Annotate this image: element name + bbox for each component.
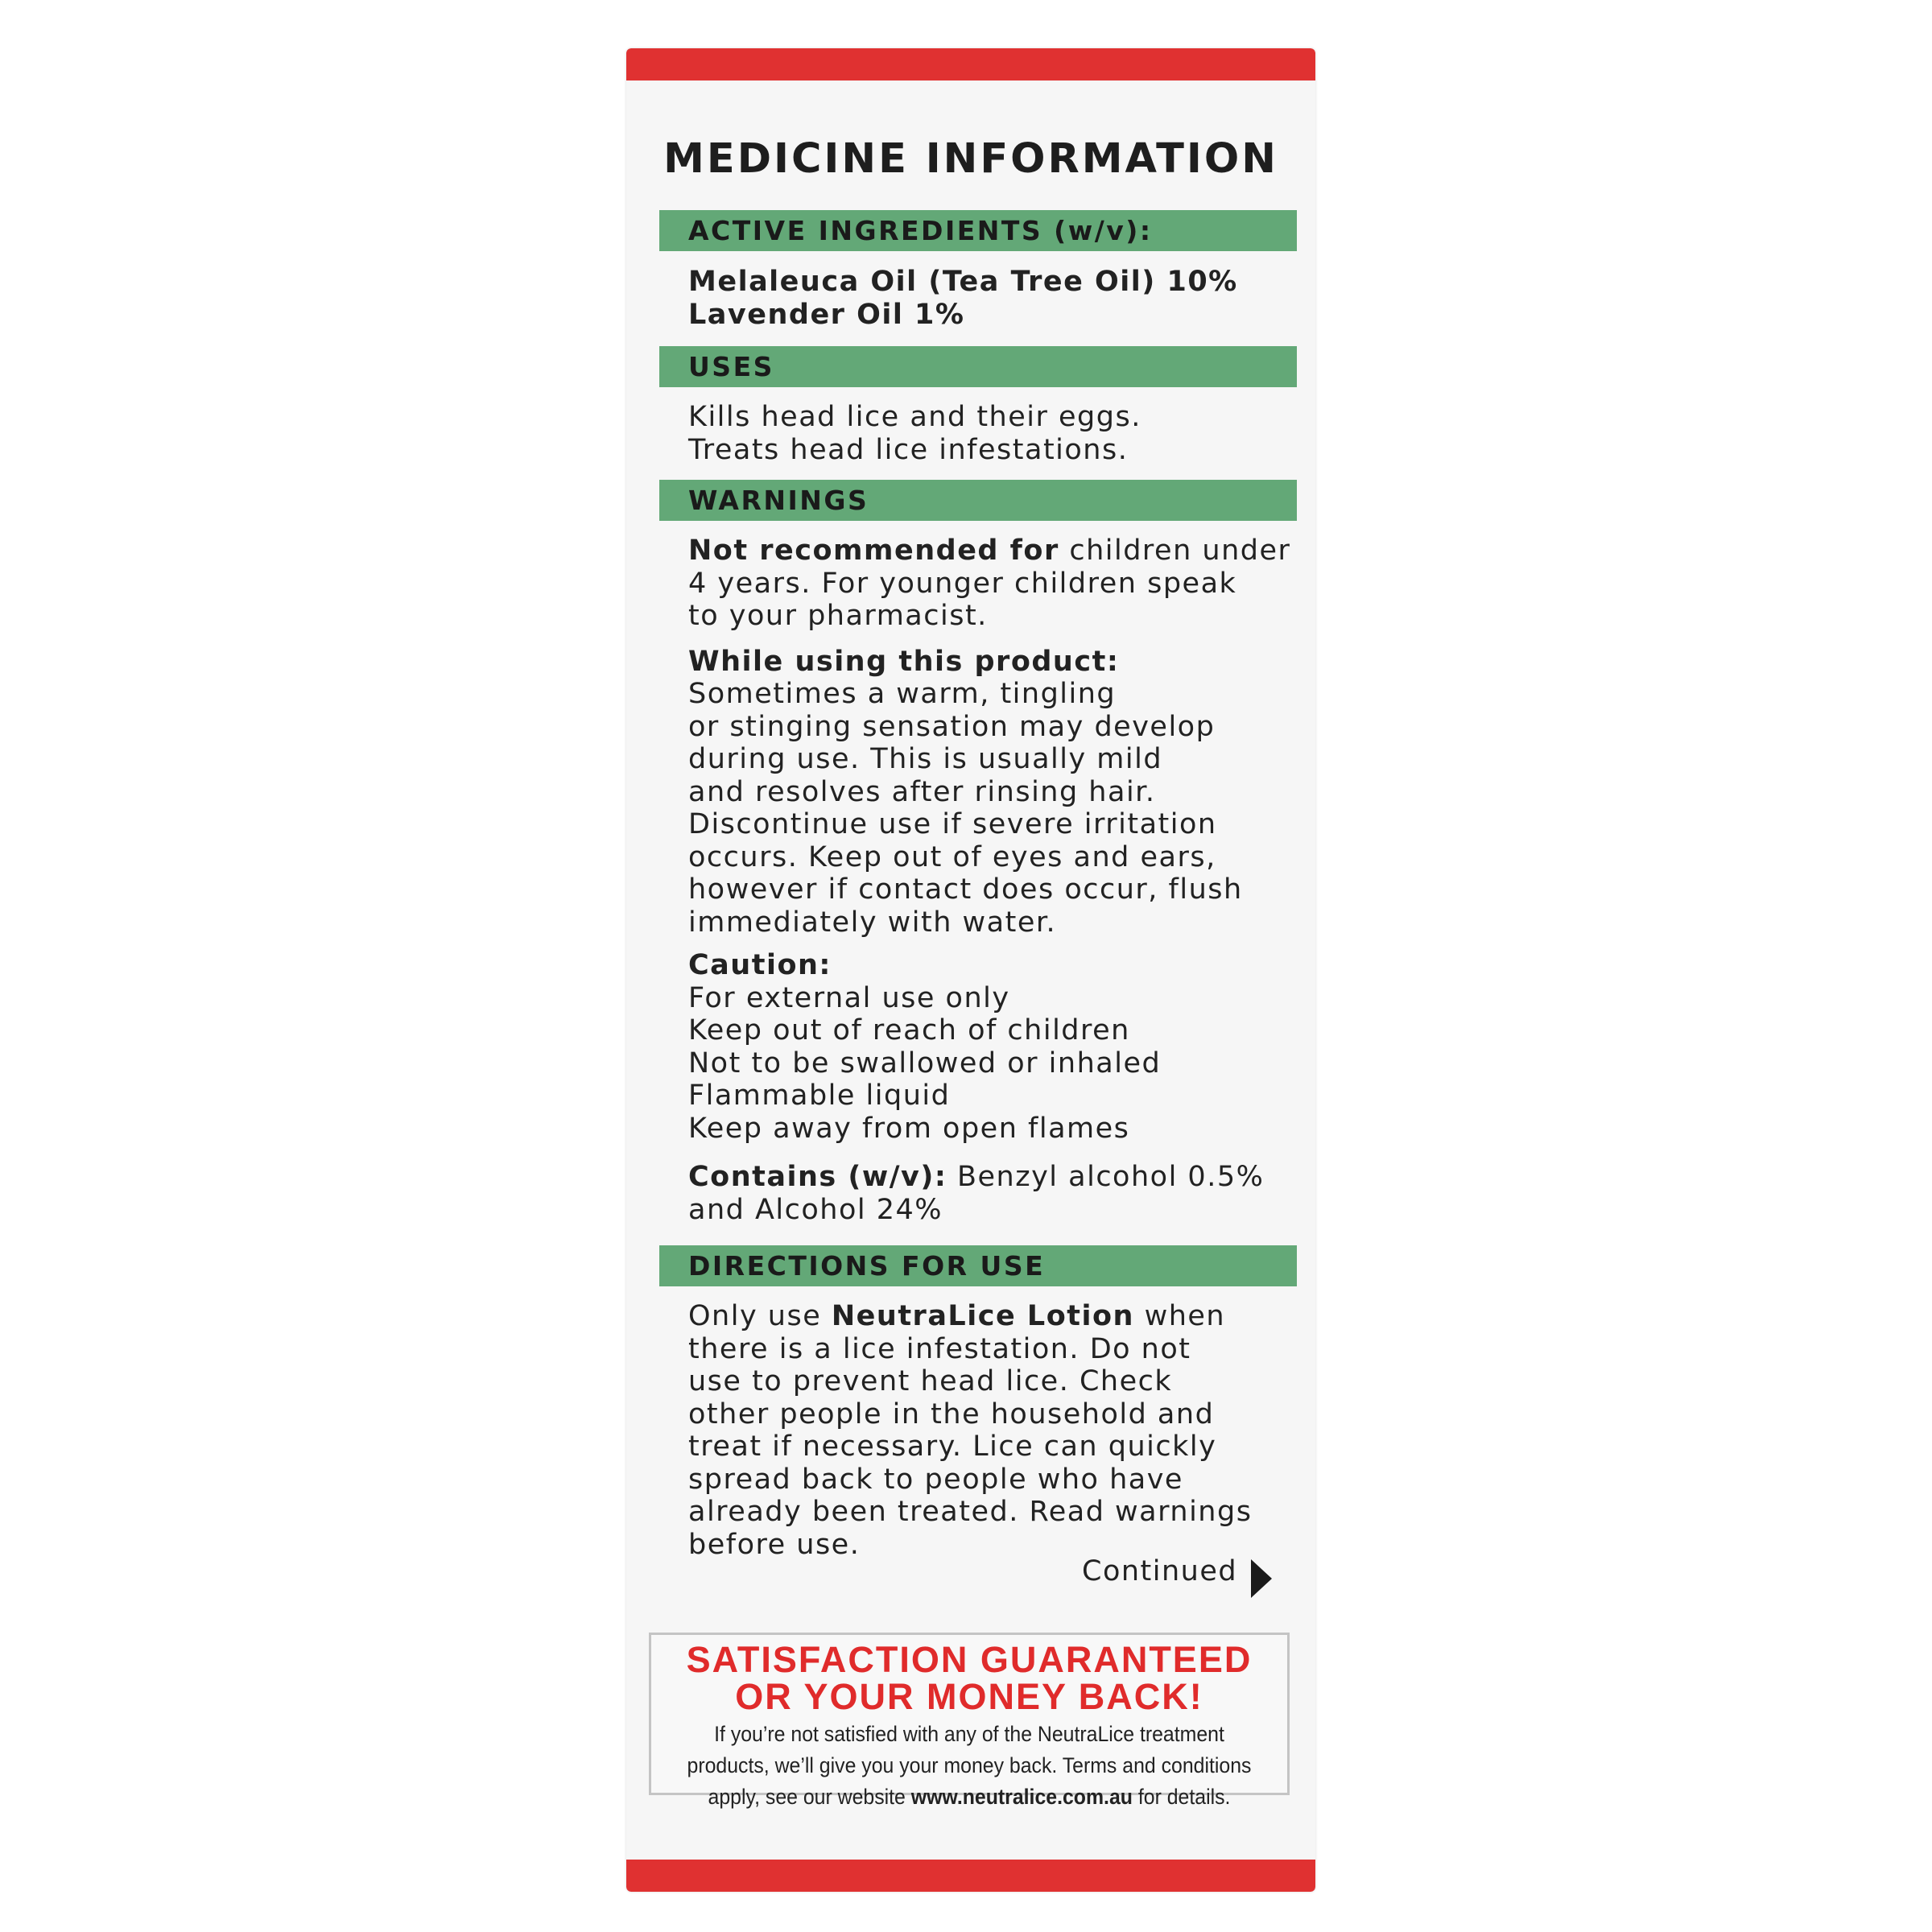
active-ingredients-list	[688, 266, 1284, 331]
not-recommended-label: Not recommended for	[688, 535, 1059, 567]
continued-arrow-icon	[1251, 1559, 1272, 1598]
warning-line: Sometimes a warm, tingling	[688, 678, 1117, 710]
guarantee-line	[677, 1781, 1262, 1813]
guarantee-line: If you’re not satisfied with any of the NeutraLice treatment	[714, 1722, 1224, 1746]
uses-header: USES	[659, 346, 1297, 387]
warning-line: during use. This is usually mild	[688, 743, 1163, 775]
warnings-header: WARNINGS	[659, 480, 1297, 521]
active-ingredients-header: ACTIVE INGREDIENTS (w/v):	[659, 210, 1297, 251]
directions-line: use to prevent head lice. Check	[688, 1365, 1173, 1397]
directions-line: already been treated. Read warnings	[688, 1496, 1253, 1528]
website-link[interactable]: www.neutralice.com.au	[910, 1785, 1133, 1809]
top-red-band	[626, 48, 1315, 80]
not-recommended-text: children under	[1059, 535, 1291, 567]
contains-text: Benzyl alcohol 0.5%	[947, 1161, 1265, 1193]
caution-line: Keep out of reach of children	[688, 1014, 1130, 1046]
not-recommended-line	[688, 535, 1291, 568]
ingredient-line: Melaleuca Oil (Tea Tree Oil) 10%	[688, 266, 1238, 298]
warning-line: to your pharmacist.	[688, 600, 988, 632]
directions-text: Only use	[688, 1300, 832, 1332]
directions-header: DIRECTIONS FOR USE	[659, 1245, 1297, 1286]
warning-line: occurs. Keep out of eyes and ears,	[688, 840, 1216, 873]
warning-line: 4 years. For younger children speak	[688, 567, 1237, 600]
directions-line: other people in the household and	[688, 1397, 1215, 1430]
guarantee-headline-line: OR YOUR MONEY BACK!	[735, 1676, 1203, 1717]
while-using-heading: While using this product:	[688, 645, 1120, 678]
ingredient-line: Lavender Oil 1%	[688, 298, 965, 331]
guarantee-headline	[651, 1641, 1287, 1715]
warning-line: and resolves after rinsing hair.	[688, 775, 1156, 808]
directions-text: when	[1133, 1300, 1226, 1332]
guarantee-line: products, we’ll give you your money back. Terms and conditions	[687, 1753, 1252, 1777]
caution-line: Keep away from open flames	[688, 1112, 1130, 1145]
warning-line: Discontinue use if severe irritation	[688, 808, 1217, 840]
contains-label: Contains (w/v):	[688, 1161, 947, 1193]
warning-line: or stinging sensation may develop	[688, 710, 1216, 743]
warning-line: immediately with water.	[688, 906, 1057, 939]
guarantee-box	[649, 1633, 1290, 1809]
medicine-info-panel	[626, 48, 1315, 1892]
contains-line-2: and Alcohol 24%	[688, 1193, 943, 1226]
product-name: NeutraLice Lotion	[831, 1300, 1134, 1332]
caution-line: For external use only	[688, 981, 1010, 1014]
warning-line: however if contact does occur, flush	[688, 873, 1243, 906]
caution-line: Not to be swallowed or inhaled	[688, 1046, 1162, 1080]
directions-line: spread back to people who have	[688, 1463, 1183, 1496]
directions-body	[688, 1300, 1284, 1561]
guarantee-headline-line: SATISFACTION GUARANTEED	[686, 1639, 1253, 1680]
warnings-body	[688, 535, 1291, 1226]
continued-label: Continued	[1082, 1555, 1238, 1587]
guarantee-text-part: for details.	[1132, 1785, 1231, 1809]
caution-line: Flammable liquid	[688, 1080, 951, 1112]
guarantee-text-part: apply, see our website	[708, 1785, 911, 1809]
page-title: MEDICINE INFORMATION	[663, 135, 1278, 183]
directions-line: there is a lice infestation. Do not	[688, 1332, 1191, 1365]
uses-line: Kills head lice and their eggs.	[688, 401, 1141, 433]
caution-heading: Caution:	[688, 949, 832, 981]
guarantee-text	[677, 1719, 1262, 1813]
directions-line: before use.	[688, 1528, 861, 1561]
bottom-red-band	[626, 1860, 1315, 1892]
contains-line	[688, 1161, 1284, 1194]
uses-line: Treats head lice infestations.	[688, 433, 1129, 466]
uses-list	[688, 401, 1284, 466]
directions-first-line	[688, 1300, 1284, 1333]
directions-line: treat if necessary. Lice can quickly	[688, 1430, 1217, 1463]
